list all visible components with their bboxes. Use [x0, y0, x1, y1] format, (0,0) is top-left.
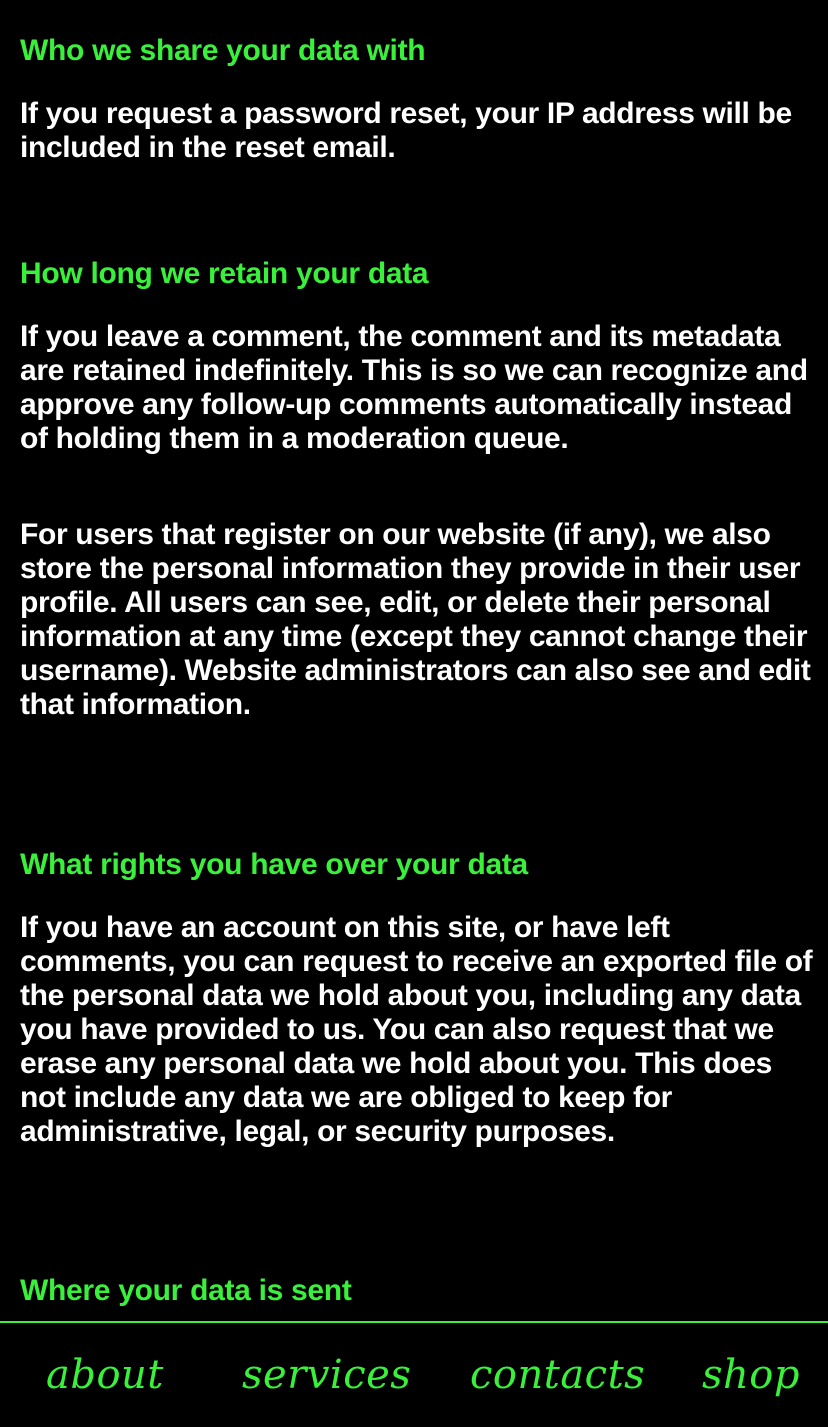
- section-paragraph: For users that register on our website (if any), we also store the personal information they provide in their user profile. All users can see, edit, or delete their personal information at any time (except they cannot change their username). Website administrators can also see and edit that information.: [20, 518, 811, 721]
- section-paragraph: If you leave a comment, the comment and its metadata are retained indefinitely. This is so we can recognize and approve any follow-up comments automatically instead of holding them in a moderation queue.: [20, 320, 808, 455]
- nav-link-shop[interactable]: shop: [702, 1352, 800, 1398]
- nav-link-about[interactable]: about: [46, 1352, 164, 1398]
- nav-link-contacts[interactable]: contacts: [470, 1352, 646, 1398]
- section-paragraph: If you request a password reset, your IP address will be included in the reset email.: [20, 97, 792, 164]
- section-heading-data-destination: Where your data is sent: [20, 1274, 352, 1307]
- section-paragraph: If you have an account on this site, or have left comments, you can request to receive an exported file of the personal data we hold about you, including any data you have provided to us. You can also request that we erase any personal data we hold about you. This does not include any data we are obliged to keep for administrative, legal, or security purposes.: [20, 911, 813, 1148]
- section-heading-data-sharing: Who we share your data with: [20, 34, 426, 67]
- nav-link-services[interactable]: services: [242, 1352, 412, 1398]
- bottom-navigation-bar: [0, 1321, 828, 1427]
- section-heading-data-rights: What rights you have over your data: [20, 848, 528, 881]
- section-heading-data-retention: How long we retain your data: [20, 257, 429, 290]
